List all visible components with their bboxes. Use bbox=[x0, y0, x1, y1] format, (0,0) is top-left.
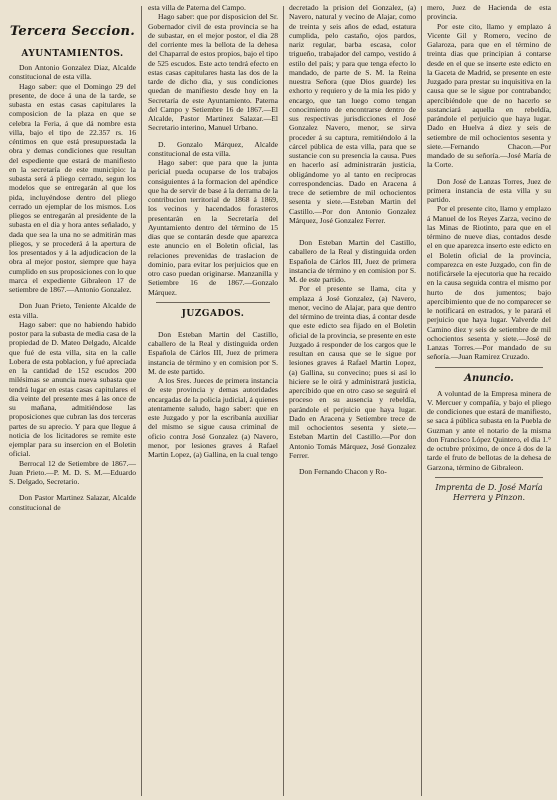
notice-body: A los Sres. Jueces de primera instancia de este provincia y demas autoridades encargadas de la policía judicial, á quienes atentamente saludo, hago saber: que en este Juzgado y por la escribanía auxiliar del mismo se sigue causa criminal de oficio contra José Gonzalez (a) Navero, menor, por lesiones graves á Rafael Martin Lopez, (a) Gallina, en la cual tengo bbox=[148, 376, 278, 459]
notice-body: Hago saber: que el Domingo 29 del presente, de doce á una de la tarde, se subasta en estas casas capitulares la composicion de la plaza en que se celebra la Feria, á que dá nombre esta villa, bajo el tipo de 22.357 rs. 16 céntimos en que está presupuestada la obra y demas condiciones que resultan del espediente que estará de manifiesto en la secretaría de este municipio: la subasta será á pliego cerrado, segun los modelos que se entregarán al que los pida, incluyéndose dentro del pliego cerrado un ejemplar de los mismos. Los pliegos se entregarán al presidente de la subasta en el dia y hora antes señalado, y dada que sea la una no se admitirán mas pliegos, y se procederá á la apertura de los presentados y á la adjudicacion de la obra al mejor postor, siempre que haya cumplido en sus proposiciones con lo que marca el expediente Gibraleon 17 de setiembre de 1867.—Antonio Gonzalez. bbox=[9, 81, 136, 294]
heading-juzgados: JUZGADOS. bbox=[181, 308, 245, 319]
imprint: Imprenta de D. José María Herrera y Pinzon. bbox=[435, 482, 543, 502]
notice-header: Don Pastor Martinez Salazar, Alcalde constitucional de bbox=[9, 493, 136, 512]
notice-body: Hago saber: que no habiendo habido postor para la subasta de media casa de la propiedad de D. Mateo Delgado, Alcalde que fué de esta villa, sita en la calle Lobera de esta poblacion, y fué apreciada en la cantidad de 152 escudos 200 milésimas se anuncia nueva subasta que tendrá lugar en estas casas capitulares el dia veinte del presente mes á las once de su mañana, admitiéndose las proposiciones que cubran las dos terceras partes de su aprecio. Y para que llegue á noticia de los licitadores se remite este ejemplar para su insercion en el Boletin oficial. bbox=[9, 319, 136, 459]
notice-body: Por este cito, llamo y emplazo á Vicente Gil y Romero, vecino de Galaroza, para que en el término de treinta dias que principian á contarse desde en el que se inserte este edicto en la Gaceta de Madrid, se presente en este Juzgado para prestar su inquisitiva en la causa que se le sigue por contrabando; apercibiéndole que de no hacerlo se sustanciará aquella en rebeldía, parándole el perjuicio que haya lugar. Dado en Huelva á diez y seis de setiembre de mil ochocientos sesenta y siete.—Fernando Chacon.—Por mandado de su señoría.—José María de la Corte. bbox=[427, 21, 551, 170]
notice-header: Don Esteban Martin del Castillo, caballero de la Real y distinguida orden Española de Cárlos III, Juez de primera instancia de término y en comision por S. M. de este partido. bbox=[289, 238, 416, 284]
column-1 bbox=[6, 0, 139, 800]
notice-header: Don Esteban Martin del Castillo, caballero de la Real y distinguida orden Española de Cárlos III, Juez de primera instancia de término y en comision por S. M. de este partido. bbox=[148, 329, 278, 376]
notice-header: D. Gonzalo Márquez, Alcalde constitucional de esta villa. bbox=[148, 139, 278, 158]
heading-anuncio: Anuncio. bbox=[464, 372, 514, 384]
notice-header: Don Antonio Gonzalez Diaz, Alcalde constitucional de esta villa. bbox=[9, 63, 136, 82]
notice-header: Don Juan Prieto, Teniente Alcalde de esta villa. bbox=[9, 301, 136, 320]
column-2 bbox=[145, 0, 281, 800]
section-title: Tercera Seccion. bbox=[9, 24, 136, 39]
notice-body: Hago saber: que por disposicion del Sr. Gobernador civil de esta provincia se ha de subastar, en el mejor postor, el dia 28 del corriente mes la bellota de la dehesa del Chaparral de estos propios, bajo el tipo de 525 escudos. Este acto tendrá efecto en estas casas capitulares hasta las dos de la tarde de dicho dia, y sus condiciones quedan de manifiesto desde hoy en la Secretaría de este Ayuntamiento. Paterna del Campo y Setiembre 16 de 1867.—El Alcalde, Pastor Martinez Salazar.—El Secretario interino, Manuel Urbano. bbox=[148, 12, 278, 133]
column-rule bbox=[283, 6, 284, 796]
notice-header: Don Fernando Chacon y Ro- bbox=[299, 467, 387, 476]
column-3 bbox=[286, 0, 419, 800]
column-rule bbox=[141, 6, 142, 796]
divider bbox=[435, 367, 543, 368]
notice-body: Por el presente cito, llamo y emplazo á Manuel de los Reyes Zarza, vecino de las Minas de Riotinto, para que en el término de nueve dias, contados desde el en que aparezca inserto este edicto en el Boletin oficial de la provincia, comparezca en este Juzgado, con fin de notificársele la ejecutoria que ha recaido en la causa seguida contra el mismo por hurto de dos jumentos; bajo apercibimiento que de no comparecer se le notificará en estrados, y le parará el perjuicio que haya lugar. Valverde del Camino diez y seis de setiembre de mil ochocientos sesenta y siete.—José de Lanzas Torres.—Por mandado de su señoría.—Juan Ramirez Cruzado. bbox=[427, 204, 551, 362]
divider bbox=[435, 477, 543, 478]
notice-header: esta villa de Paterna del Campo. bbox=[148, 3, 246, 12]
divider bbox=[156, 302, 270, 303]
notice-header: Don José de Lanzas Torres, Juez de primera instancia de esta villa y su partido. bbox=[427, 176, 551, 204]
notice-body: Por el presente se llama, cita y emplaza á José Gonzalez, (a) Navero, menor, vecino de Alajar, para que dentro del término de treinta dias, á contar desde que este edicto sea fijado en el Boletin oficial de la provincia, se presente en este Juzgado á responder de los cargos que le resultan en causa que se le sigue por lesiones graves á Rafael Martin Lopez, (a) Gallina, su convecino; pues si así lo hiciere se le oirá y administrará justicia, apercibido que en otro caso se seguirá el proceso en su ausencia y rebeldía, parándole el perjuicio que haya lugar. Dado en Aracena y Setiembre trece de mil ochocientos sesenta y siete.—Esteban Martin del Castillo.—Por don Antonio Tomás Márquez, José Gonzalez Ferrer. bbox=[289, 284, 416, 460]
notice-body: A voluntad de la Empresa minera de V. Mercuer y compañía, y bajo el pliego de condiciones que estará de manifiesto, se saca á pública subasta en la Puebla de Guzman y ante el notario de la misma don Francisco López Quintero, el dia 1.° de octubre próximo, de once á dos de la tarde el fruto de bellotas de la dehesa de Garzona, término de Gibraleon. bbox=[427, 388, 551, 472]
notice-body: decretado la prision del Gonzalez, (a) Navero, natural y vecino de Alajar, como de treinta y seis años de edad, estatura cumplida, pelo castaño, ojos pardos, nariz regular, barba escasa, color trigueño, trabajador del campo, vestido á estilo del país; y para que tenga efecto lo mandado, de parte de S. M. la Reina nuestra Señora (que Dios guarde) les exhorto y requiero y de la mia les pido y encargo, que tan luego como tengan conocimiento de encontrarse dentro de sus respectivas jurisdicciones el José Gonzalez Navero, menor, se sirva proceder á su captura, remitiéndolo á la cárcel pública de esta villa, para que se sustancie con su presencia la causa. Pues en hacerlo así administrarán justicia, obligándome yo al tanto en recíprocas correspondencias. Dado en Aracena á trece de setiembre de mil ochocientos sesenta y siete.—Esteban Martin del Castillo.—Por don Antonio Gonzalez Márquez, José Gonzalez Ferrer. bbox=[289, 3, 416, 225]
notice-body: Hago saber: que para que la junta pericial pueda ocuparse de los trabajos consiguientes á la formacion del apéndice que ha de servir de base á la derrama de la contribucion territorial de 1868 á 1869, los vecinos y hacendados forasteros presentarán en la Secretaría del Ayuntamiento dentro del término de 15 dias que se contarán desde que aparezca este anuncio en el Boletin oficial, las relaciones prevenidas de traslacion de dominio, para evitar los perjuicios que en otro caso puedan originarse. Manzanilla y Setiembre 16 de 1867.—Gonzalo Márquez. bbox=[148, 158, 278, 297]
column-rule bbox=[421, 6, 422, 796]
notice-header: mero, Juez de Hacienda de esta provincia. bbox=[427, 3, 551, 22]
column-4 bbox=[424, 0, 554, 800]
heading-ayuntamientos: AYUNTAMIENTOS. bbox=[21, 49, 124, 59]
notice-signature: Berrocal 12 de Setiembre de 1867.—Juan Prieto.—P. M. D. S. M.—Eduardo S. Delgado, Secretario. bbox=[9, 458, 136, 486]
